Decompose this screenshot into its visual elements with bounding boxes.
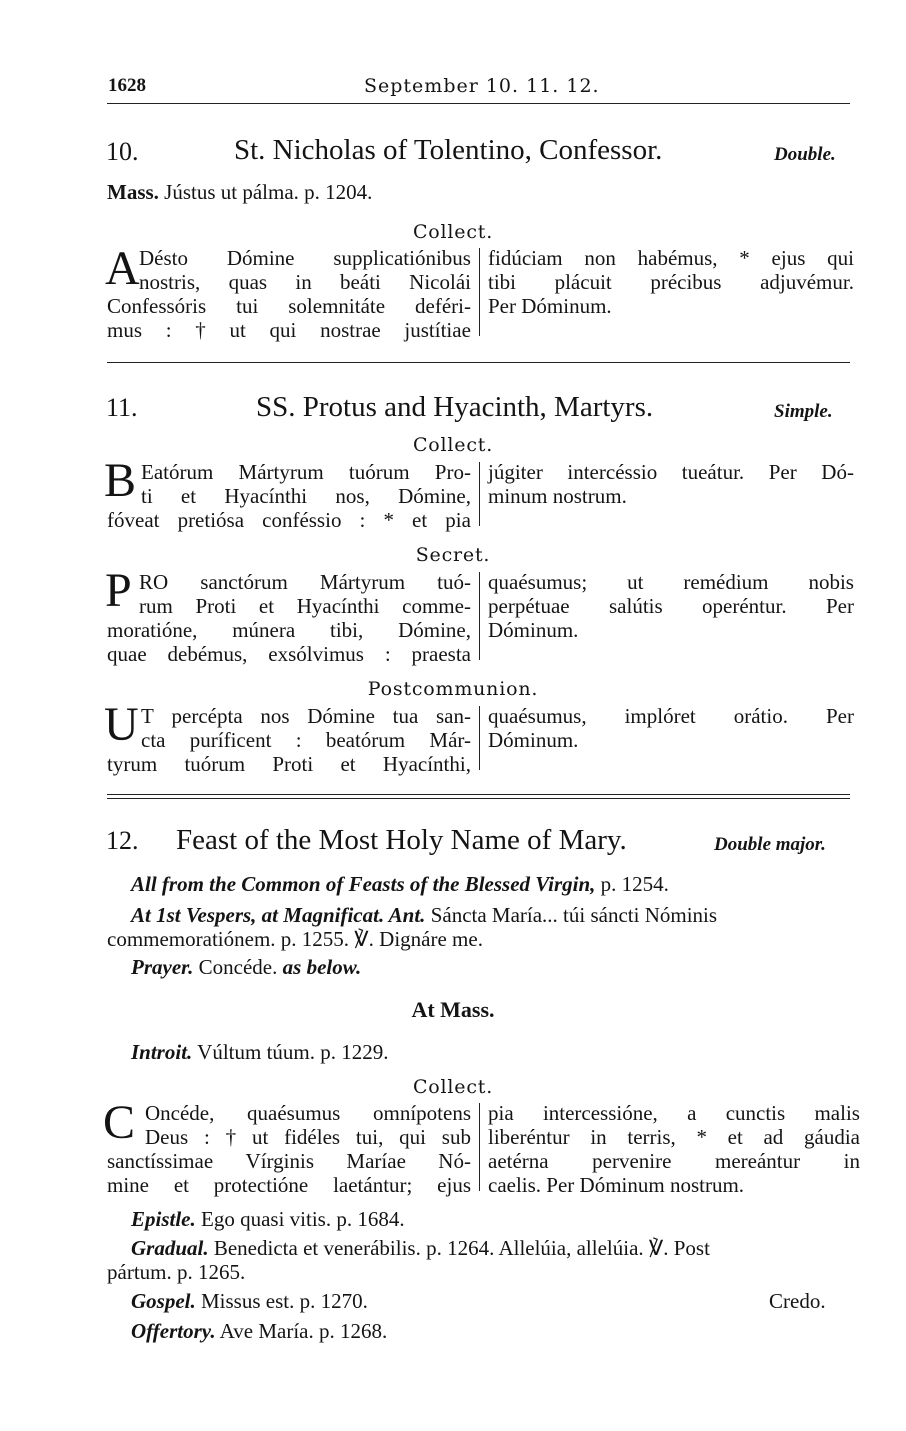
prayer-line xyxy=(131,955,361,979)
collect-left-column xyxy=(107,460,471,532)
mass-text: Jústus ut pálma. p. 1204. xyxy=(164,180,373,204)
postcommunion-heading: Postcommunion. xyxy=(367,678,539,700)
feast-title: SS. Protus and Hyacinth, Martyrs. xyxy=(256,391,654,423)
text-line: rum Proti et Hyacínthi comme- xyxy=(139,594,471,618)
text-line: quaésumus; ut remédium nobis xyxy=(488,570,854,594)
text-line: quae debémus, exsólvimus : praesta xyxy=(107,642,471,666)
collect-right-column xyxy=(488,246,854,318)
feast-rank: Double. xyxy=(774,144,836,165)
feast-rank: Simple. xyxy=(774,401,833,422)
feast-number: 10. xyxy=(106,137,139,166)
collect-right-column xyxy=(488,460,854,508)
feast-rank: Double major. xyxy=(714,834,826,855)
feast-number: 11. xyxy=(106,393,138,422)
introit-label: Introit. xyxy=(131,1040,193,1064)
text-line: tyrum tuórum Proti et Hyacínthi, xyxy=(107,752,471,776)
offertory-line xyxy=(131,1319,387,1343)
text-line: mine et protectióne laetántur; ejus xyxy=(107,1173,471,1197)
feast-title: Feast of the Most Holy Name of Mary. xyxy=(176,824,627,856)
column-divider xyxy=(479,706,480,770)
collect-heading: Collect. xyxy=(412,434,494,456)
prayer-text: Concéde. xyxy=(198,955,278,979)
collect-right-column xyxy=(488,1101,860,1197)
epistle-text: Ego quasi vitis. p. 1684. xyxy=(201,1207,405,1231)
text-line: Per Dóminum. xyxy=(488,294,612,318)
drop-initial: C xyxy=(103,1096,136,1149)
text-line: pia intercessióne, a cunctis malis xyxy=(488,1101,860,1125)
vespers-line-2: commemoratiónem. p. 1255. ℣. Dignáre me. xyxy=(107,927,483,951)
secret-heading: Secret. xyxy=(415,544,491,566)
section-rule xyxy=(107,798,850,799)
drop-initial: U xyxy=(104,698,139,751)
feast-number: 12. xyxy=(106,826,139,855)
text-line: aetérna pervenire mereántur in xyxy=(488,1149,860,1173)
vespers-label: At 1st Vespers, at Magnificat. Ant. xyxy=(131,903,426,927)
gradual-label: Gradual. xyxy=(131,1236,209,1260)
column-divider xyxy=(479,1103,480,1191)
text-line: perpétuae salútis operéntur. Per xyxy=(488,594,854,618)
gospel-text: Missus est. p. 1270. xyxy=(201,1289,368,1313)
epistle-label: Epistle. xyxy=(131,1207,196,1231)
text-line: nostris, quas in beáti Nicolái xyxy=(139,270,471,294)
gospel-line xyxy=(131,1289,368,1313)
text-line: Oncéde, quaésumus omnípotens xyxy=(145,1101,471,1125)
prayer-label: Prayer. xyxy=(131,955,194,979)
text-line: moratióne, múnera tibi, Dómine, xyxy=(107,618,471,642)
section-rule xyxy=(107,362,850,363)
text-line: fóveat pretiósa conféssio : * et pia xyxy=(107,508,471,532)
mass-line xyxy=(107,180,372,204)
introit-line xyxy=(131,1040,389,1064)
secret-right-column xyxy=(488,570,854,642)
prayer-ref: as below. xyxy=(282,955,362,979)
text-line: ti et Hyacínthi nos, Dómine, xyxy=(141,484,471,508)
drop-initial: A xyxy=(105,242,140,295)
text-line: Désto Dómine supplicatiónibus xyxy=(139,246,471,270)
running-title: September 10. 11. 12. xyxy=(364,75,600,97)
credo-text: Credo. xyxy=(769,1289,826,1313)
collect-heading: Collect. xyxy=(412,221,494,243)
text-line: sanctíssimae Vírginis Maríae Nó- xyxy=(107,1149,471,1173)
text-line: RO sanctórum Mártyrum tuó- xyxy=(139,570,471,594)
text-line: Dóminum. xyxy=(488,728,579,752)
postcommunion-right-column xyxy=(488,704,854,752)
text-line: caelis. Per Dóminum nostrum. xyxy=(488,1173,745,1197)
text-line: mus : † ut qui nostrae justítiae xyxy=(107,318,471,342)
text-line: quaésumus, implóret orátio. Per xyxy=(488,704,854,728)
gradual-text: Benedicta et venerábilis. p. 1264. Allelúia, allelúia. ℣. Post xyxy=(213,1236,710,1260)
text-line: Eatórum Mártyrum tuórum Pro- xyxy=(141,460,471,484)
epistle-line xyxy=(131,1207,405,1231)
header-rule xyxy=(107,103,850,104)
vespers-text: Sáncta María... túi sáncti Nóminis xyxy=(430,903,718,927)
text-line: Deus : † ut fidéles tui, qui sub xyxy=(145,1125,471,1149)
all-from-text: All from the Common of Feasts of the Blessed Virgin, xyxy=(131,872,596,896)
mass-label: Mass. xyxy=(107,180,159,204)
postcommunion-left-column xyxy=(107,704,471,776)
column-divider xyxy=(479,462,480,526)
column-divider xyxy=(479,572,480,660)
text-line: fidúciam non habémus, * ejus qui xyxy=(488,246,854,270)
collect-left-column xyxy=(105,242,471,342)
text-line: T percépta nos Dómine tua san- xyxy=(141,704,471,728)
text-line: tibi plácuit précibus adjuvémur. xyxy=(488,270,854,294)
all-from-page: p. 1254. xyxy=(600,872,669,896)
gospel-label: Gospel. xyxy=(131,1289,196,1313)
all-from-line xyxy=(131,872,669,896)
column-divider xyxy=(479,248,480,336)
feast-title: St. Nicholas of Tolentino, Confessor. xyxy=(234,134,663,166)
offertory-label: Offertory. xyxy=(131,1319,216,1343)
collect-heading: Collect. xyxy=(412,1076,494,1098)
offertory-text: Ave María. p. 1268. xyxy=(219,1319,388,1343)
text-line: minum nostrum. xyxy=(488,484,627,508)
introit-text: Vúltum túum. p. 1229. xyxy=(197,1040,389,1064)
drop-initial: B xyxy=(104,454,137,507)
section-rule xyxy=(107,794,850,795)
page-number: 1628 xyxy=(108,75,146,96)
text-line: Confessóris tui solemnitáte deféri- xyxy=(107,294,471,318)
secret-left-column xyxy=(107,570,471,666)
text-line: júgiter intercéssio tueátur. Per Dó- xyxy=(488,460,854,484)
gradual-line-2: pártum. p. 1265. xyxy=(107,1260,246,1284)
gradual-line xyxy=(131,1236,710,1260)
drop-initial: P xyxy=(105,564,132,617)
text-line: cta puríficent : beatórum Már- xyxy=(141,728,471,752)
text-line: Dóminum. xyxy=(488,618,579,642)
mass-heading: At Mass. xyxy=(411,997,495,1022)
collect-left-column xyxy=(107,1101,471,1197)
vespers-line xyxy=(131,903,717,927)
text-line: liberéntur in terris, * et ad gáudia xyxy=(488,1125,860,1149)
